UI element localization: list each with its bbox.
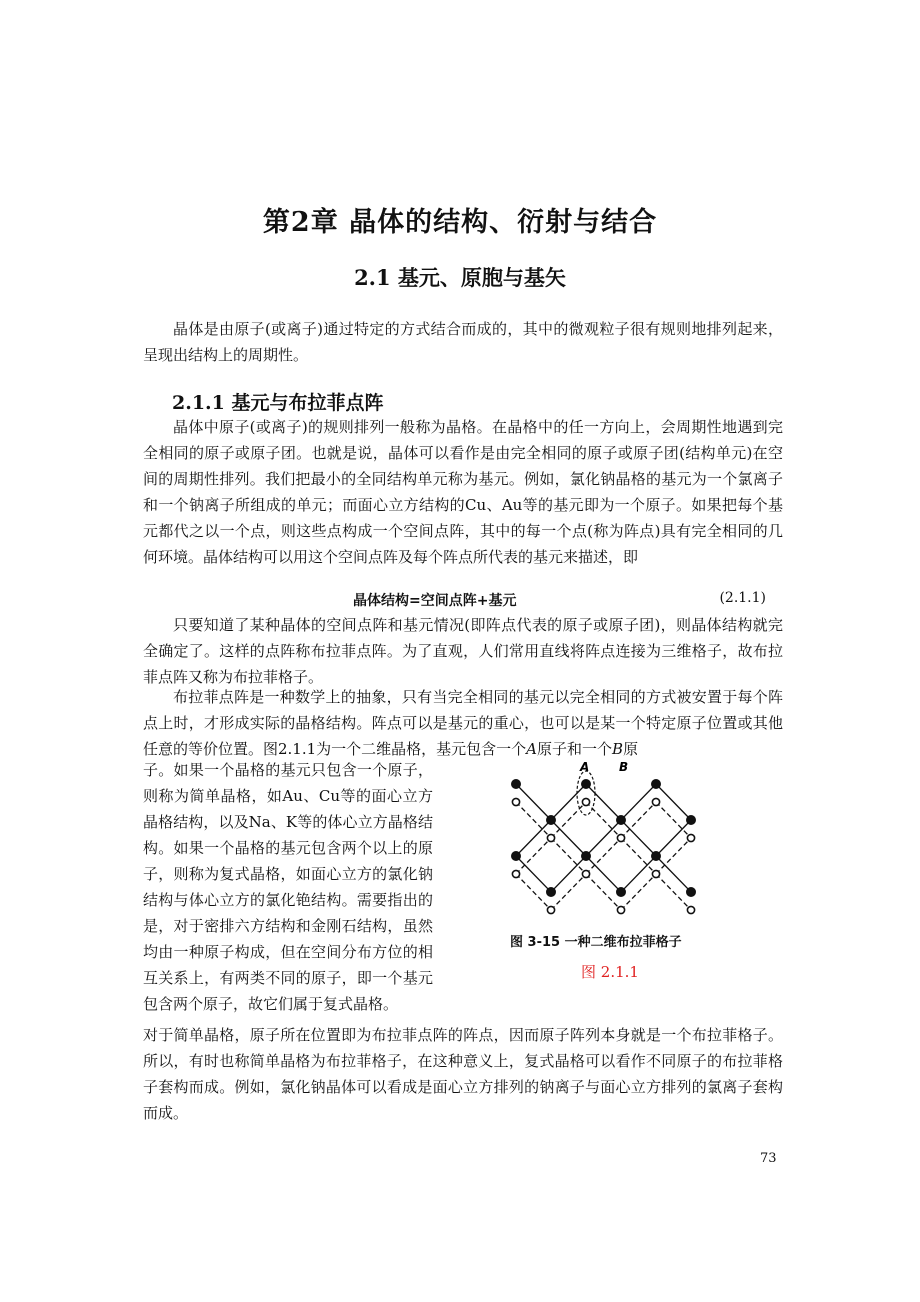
- atom-b: [547, 906, 554, 913]
- atom-a: [652, 780, 660, 788]
- lattice-dashed-line: [516, 838, 551, 874]
- figure-caption: 图 2.1.1: [581, 963, 639, 981]
- atom-a: [687, 816, 695, 824]
- atom-b: [582, 870, 589, 877]
- lattice-diagram: [500, 757, 725, 927]
- lattice-dashed-line: [551, 802, 586, 838]
- lattice-solid-line: [586, 784, 621, 820]
- atom-a: [512, 852, 520, 860]
- atom-b: [512, 798, 519, 805]
- figure-original-caption: 图 3-15 一种二维布拉菲格子: [510, 935, 682, 950]
- lattice-dashed-line: [656, 802, 691, 838]
- lattice-solid-line: [621, 856, 656, 892]
- atom-a: [617, 816, 625, 824]
- atom-a: [582, 780, 590, 788]
- paragraph-abstraction-middle: 原子和一个: [537, 740, 613, 758]
- paragraph-bravais-lattice: 只要知道了某种晶体的空间点阵和基元情况(即阵点代表的原子或原子团)，则晶体结构就完全确定了。这样的点阵称布拉菲点阵。为了直观，人们常用直线将阵点连接为三维格子，故布拉菲点阵又称为布拉菲格子。: [143, 616, 783, 686]
- paragraph-lattice-basis: 晶体中原子(或离子)的规则排列一般称为晶格。在晶格中的任一方向上，会周期性地遇到完全相同的原子或原子团。也就是说，晶体可以看作是由完全相同的原子或原子团(结构单元)在空间的周期性排列。我们把最小的全同结构单元称为基元。例如，氯化钠晶格的基元为一个氯离子和一个钠离子所组成的单元；而面心立方结构的Cu、Au等的基元即为一个原子。如果把每个基元都代之以一个点，则这些点构成一个空间点阵，其中的每一个点(称为阵点)具有完全相同的几何环境。晶体结构可以用这个空间点阵及每个阵点所代表的基元来描述，即: [143, 418, 783, 566]
- lattice-dashed-line: [586, 838, 621, 874]
- lattice-solid-line: [656, 784, 691, 820]
- lattice-dashed-line: [516, 802, 551, 838]
- atom-b: [687, 834, 694, 841]
- lattice-dashed-line: [656, 838, 691, 874]
- atom-b: [547, 834, 554, 841]
- atom-a: [582, 852, 590, 860]
- paragraph-abstraction: [143, 684, 783, 762]
- atom-b: [617, 834, 624, 841]
- paragraph-simple-complex-lattice: 子。如果一个晶格的基元只包含一个原子，则称为简单晶格，如Au、Cu等的面心立方晶格结构，以及Na、K等的体心立方晶格结构。如果一个晶格的基元包含两个以上的原子，则称为复式晶格，如面心立方的氯化钠结构与体心立方的氯化铯结构。需要指出的是，对于密排六方结构和金刚石结构，虽然均由一种原子构成，但在空间分布方位的相互关系上，有两类不同的原子，即一个基元包含两个原子，故它们属于复式晶格。: [143, 761, 433, 1013]
- lattice-dashed-line: [621, 838, 656, 874]
- lattice-solid-line: [621, 784, 656, 820]
- lattice-solid-line: [551, 820, 586, 856]
- atom-a: [617, 888, 625, 896]
- atom-b: [582, 798, 589, 805]
- lattice-solid-line: [516, 856, 551, 892]
- paragraph-abstraction-text: 布拉菲点阵是一种数学上的抽象，只有当完全相同的基元以完全相同的方式被安置于每个阵点上时，才形成实际的晶格结构。阵点可以是基元的重心，也可以是某一个特定原子位置或其他任意的等价位置。图2.1.1为一个二维晶格，基元包含一个: [143, 688, 783, 758]
- figure-label-b: B: [619, 760, 629, 774]
- atom-a-label: A: [526, 740, 538, 758]
- atom-a: [652, 852, 660, 860]
- lattice-dashed-line: [586, 802, 621, 838]
- figure-label-a: A: [580, 760, 590, 774]
- lattice-dashed-lines: [516, 802, 691, 910]
- paragraph-abstraction-end: 原: [623, 740, 639, 758]
- lattice-dashed-line: [516, 874, 551, 910]
- atom-b-label: B: [612, 740, 624, 758]
- lattice-solid-line: [586, 820, 621, 856]
- atom-b: [617, 906, 624, 913]
- lattice-solid-line: [551, 784, 586, 820]
- formula-number: (2.1.1): [719, 590, 766, 606]
- lattice-solid-line: [621, 820, 656, 856]
- atom-b: [652, 798, 659, 805]
- lattice-solid-line: [656, 820, 691, 856]
- lattice-solid-lines: [516, 784, 691, 892]
- subsection-title: 2.1.1 基元与布拉菲点阵: [172, 392, 384, 414]
- section-title: 2.1 基元、原胞与基矢: [354, 265, 566, 290]
- lattice-figure: [500, 757, 725, 985]
- lattice-solid-line: [516, 820, 551, 856]
- lattice-solid-line: [586, 856, 621, 892]
- atom-b: [687, 906, 694, 913]
- atom-a: [512, 780, 520, 788]
- lattice-solid-line: [656, 856, 691, 892]
- lattice-dashed-line: [621, 802, 656, 838]
- lattice-dashed-line: [656, 874, 691, 910]
- lattice-dashed-line: [551, 874, 586, 910]
- lattice-solid-line: [551, 856, 586, 892]
- atom-a: [547, 816, 555, 824]
- atom-a: [547, 888, 555, 896]
- intro-paragraph: 晶体是由原子(或离子)通过特定的方式结合而成的，其中的微观粒子很有规则地排列起来，呈现出结构上的周期性。: [143, 320, 783, 364]
- lattice-dashed-line: [586, 874, 621, 910]
- formula: 晶体结构=空间点阵+基元: [353, 593, 517, 609]
- lattice-solid-line: [516, 784, 551, 820]
- page-number: 73: [760, 1151, 777, 1166]
- chapter-title: 第2章 晶体的结构、衍射与结合: [262, 207, 658, 238]
- atom-b: [652, 870, 659, 877]
- atom-a: [687, 888, 695, 896]
- lattice-dashed-line: [551, 838, 586, 874]
- atom-b: [512, 870, 519, 877]
- formula-row: [143, 590, 783, 612]
- lattice-dashed-line: [621, 874, 656, 910]
- paragraph-nacl: 对于简单晶格，原子所在位置即为布拉菲点阵的阵点，因而原子阵列本身就是一个布拉菲格子。所以，有时也称简单晶格为布拉菲格子，在这种意义上，复式晶格可以看作不同原子的布拉菲格子套构而成。例如，氯化钠晶体可以看成是面心立方排列的钠离子与面心立方排列的氯离子套构而成。: [143, 1026, 783, 1122]
